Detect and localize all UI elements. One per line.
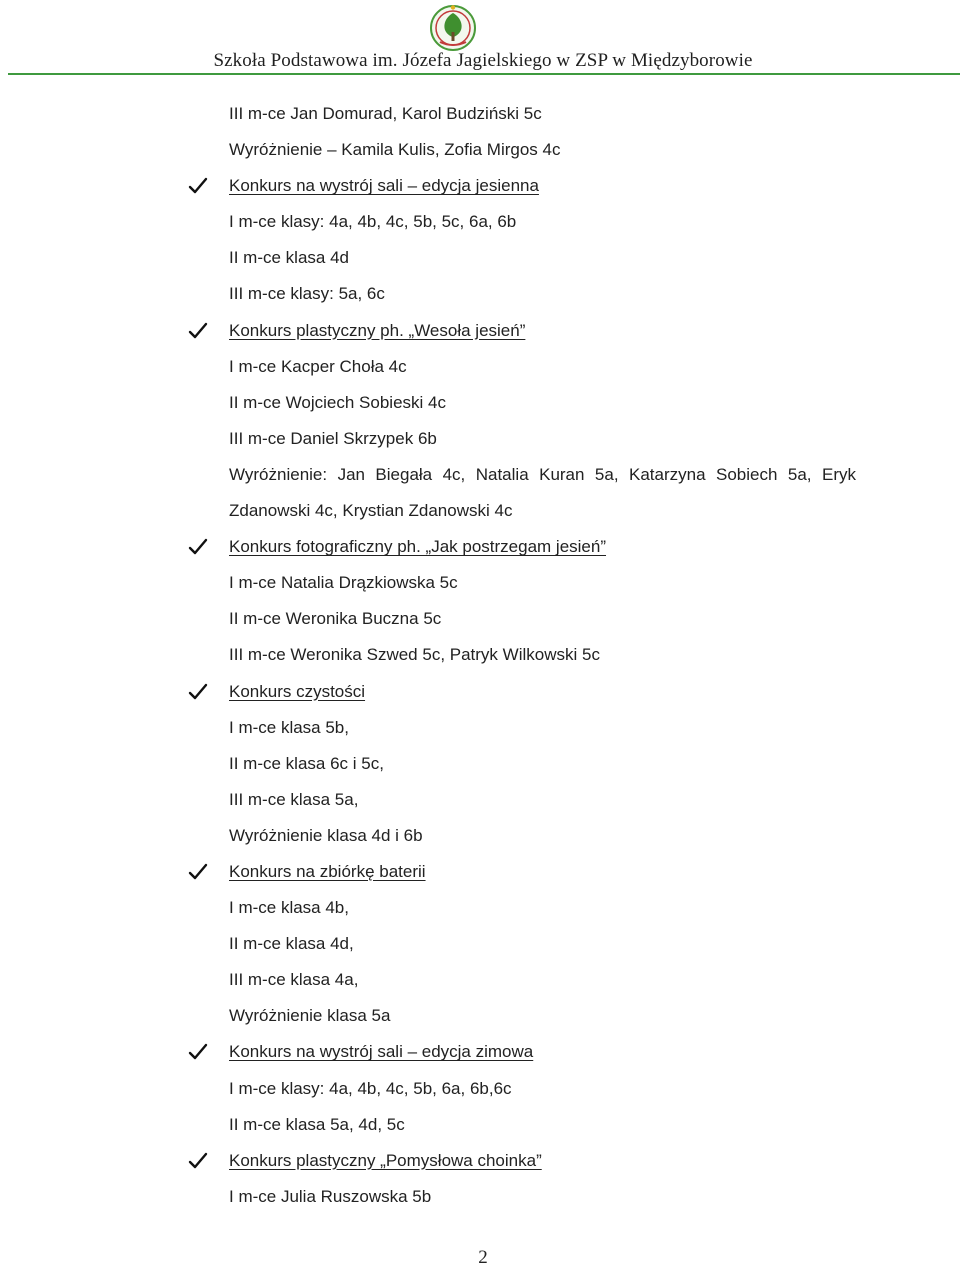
result-text: Zdanowski 4c, Krystian Zdanowski 4c	[229, 501, 513, 521]
contest-title: Konkurs plastyczny „Pomysłowa choinka”	[229, 1150, 542, 1170]
result-line	[0, 276, 960, 312]
checkmark-icon	[188, 176, 208, 196]
contest-heading	[0, 168, 960, 204]
contest-title: Konkurs na zbiórkę baterii	[229, 861, 426, 881]
result-line	[0, 962, 960, 998]
result-line	[0, 493, 960, 529]
result-line	[0, 890, 960, 926]
result-text: I m-ce klasa 5b,	[229, 717, 349, 737]
result-text: I m-ce klasy: 4a, 4b, 4c, 5b, 6a, 6b,6c	[229, 1078, 512, 1098]
result-line	[0, 132, 960, 168]
result-text: II m-ce Wojciech Sobieski 4c	[229, 392, 446, 412]
result-line	[0, 421, 960, 457]
result-line	[0, 349, 960, 385]
document-body	[0, 96, 960, 1215]
contest-title: Konkurs na wystrój sali – edycja zimowa	[229, 1042, 534, 1062]
result-line	[0, 710, 960, 746]
result-line	[0, 1071, 960, 1107]
page-header	[0, 0, 960, 80]
school-name: Szkoła Podstawowa im. Józefa Jagielskiego w ZSP w Międzyborowie	[213, 50, 753, 71]
result-line	[0, 1179, 960, 1215]
result-text: III m-ce Jan Domurad, Karol Budziński 5c	[229, 104, 542, 123]
contest-heading	[0, 854, 960, 890]
result-line	[0, 926, 960, 962]
contest-heading	[0, 1143, 960, 1179]
result-text: I m-ce Julia Ruszowska 5b	[229, 1186, 432, 1206]
result-text: II m-ce Weronika Buczna 5c	[229, 609, 442, 629]
contest-heading	[0, 529, 960, 565]
contest-heading	[0, 1034, 960, 1070]
result-text: Wyróżnienie klasa 5a	[229, 1006, 391, 1026]
result-line	[0, 746, 960, 782]
result-text: II m-ce klasa 4d	[229, 248, 349, 268]
result-line	[0, 818, 960, 854]
result-text: III m-ce klasa 5a,	[229, 789, 359, 809]
contest-heading	[0, 674, 960, 710]
result-text: Wyróżnienie – Kamila Kulis, Zofia Mirgos 4c	[229, 140, 561, 160]
checkmark-icon	[188, 862, 208, 882]
contest-title: Konkurs na wystrój sali – edycja jesienna	[229, 176, 539, 196]
result-line	[0, 457, 960, 493]
contest-title: Konkurs fotograficzny ph. „Jak postrzegam jesień”	[229, 537, 607, 557]
result-line	[0, 96, 960, 132]
result-line	[0, 565, 960, 601]
result-text: III m-ce klasa 4a,	[229, 970, 359, 990]
contest-title: Konkurs czystości	[229, 681, 366, 701]
result-text: II m-ce klasa 4d,	[229, 934, 354, 954]
result-text: I m-ce Kacper Choła 4c	[229, 356, 407, 376]
checkmark-icon	[188, 682, 208, 702]
checkmark-icon	[188, 321, 208, 341]
header-divider	[8, 73, 960, 75]
result-line	[0, 601, 960, 637]
result-text: I m-ce Natalia Drązkiowska 5c	[229, 573, 458, 593]
result-line	[0, 385, 960, 421]
checkmark-icon	[188, 1151, 208, 1171]
result-line	[0, 1107, 960, 1143]
contest-heading	[0, 313, 960, 349]
result-text: III m-ce Weronika Szwed 5c, Patryk Wilkowski 5c	[229, 645, 600, 665]
result-text: Wyróżnienie: Jan Biegała 4c, Natalia Kuran 5a, Katarzyna Sobiech 5a, Eryk	[229, 464, 856, 484]
result-text: II m-ce klasa 6c i 5c,	[229, 753, 384, 773]
result-line	[0, 240, 960, 276]
checkmark-icon	[188, 1042, 208, 1062]
result-line	[0, 782, 960, 818]
result-text: I m-ce klasa 4b,	[229, 898, 349, 918]
result-text: Wyróżnienie klasa 4d i 6b	[229, 825, 423, 845]
school-emblem-icon	[428, 4, 478, 52]
checkmark-icon	[188, 537, 208, 557]
contest-title: Konkurs plastyczny ph. „Wesoła jesień”	[229, 320, 526, 340]
result-text: III m-ce klasy: 5a, 6c	[229, 284, 385, 304]
result-line	[0, 204, 960, 240]
result-line	[0, 637, 960, 673]
result-text: III m-ce Daniel Skrzypek 6b	[229, 428, 437, 448]
result-text: II m-ce klasa 5a, 4d, 5c	[229, 1114, 405, 1134]
page-number: 2	[478, 1247, 488, 1268]
result-text: I m-ce klasy: 4a, 4b, 4c, 5b, 5c, 6a, 6b	[229, 212, 517, 232]
result-line	[0, 998, 960, 1034]
